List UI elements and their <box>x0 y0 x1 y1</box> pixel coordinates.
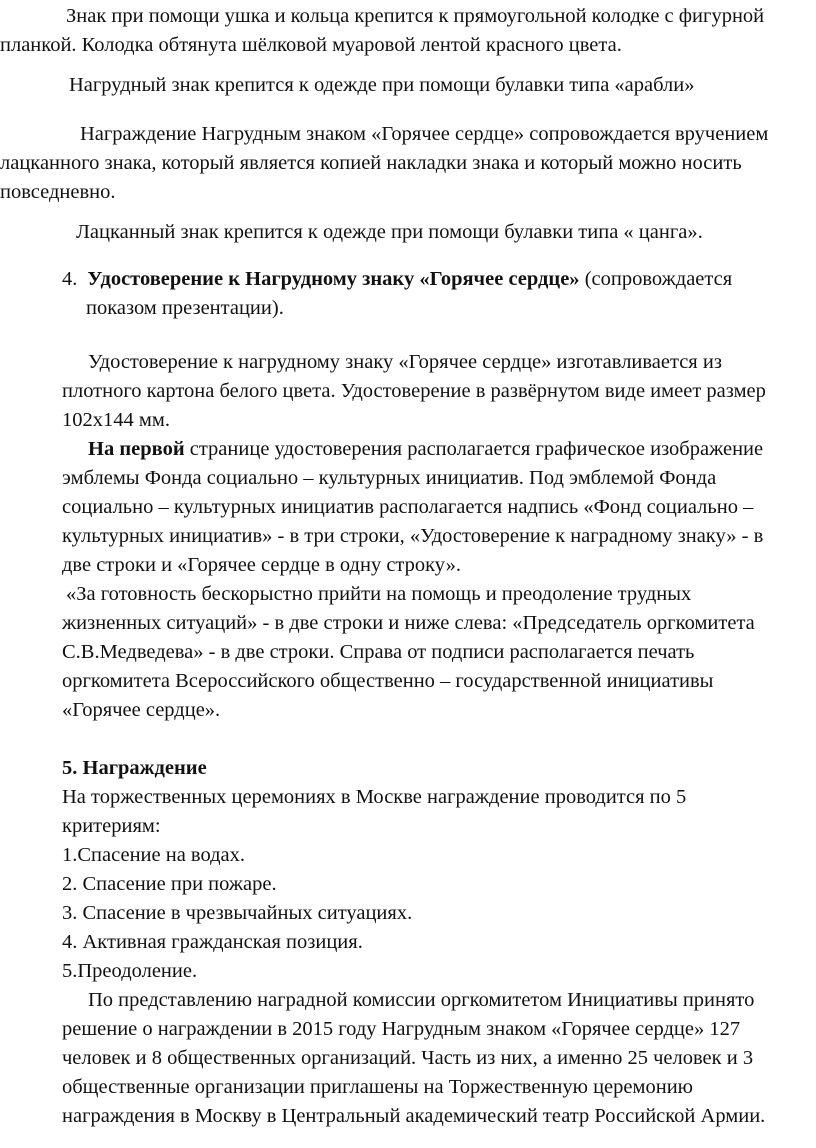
text-line: На торжественных церемониях в Москве награждение проводится по 5 <box>62 786 687 808</box>
criteria-item: 2. Спасение при пожаре. <box>62 873 277 895</box>
text-line: решение о награждении в 2015 году Нагрудным знаком «Горячее сердце» 127 <box>62 1018 741 1040</box>
section-4-paragraph-2 <box>62 435 763 580</box>
criteria-item: 3. Спасение в чрезвычайных ситуациях. <box>62 902 413 924</box>
text-line: культурных инициатив» - в три строки, «Удостоверение к наградному знаку» - в <box>62 525 764 547</box>
text-line: «За готовность бескорыстно прийти на помощь и преодоление трудных <box>66 583 692 605</box>
section-4-heading <box>62 265 732 323</box>
text-line: лацканного знака, который является копией накладки знака и который можно носить <box>0 152 742 174</box>
section-4-paragraph-3 <box>62 580 755 725</box>
text-line: 102х144 мм. <box>62 409 170 431</box>
text-line: С.В.Медведева» - в две строки. Справа от подписи располагается печать <box>62 641 695 663</box>
section-heading-line-2: показом презентации). <box>86 297 284 319</box>
text-line: жизненных ситуаций» - в две строки и ниже слева: «Председатель оргкомитета <box>62 612 755 634</box>
criteria-item: 4. Активная гражданская позиция. <box>62 931 363 953</box>
text-line: По представлению наградной комиссии оргкомитетом Инициативы принято <box>88 989 755 1011</box>
text-line: награждения в Москву в Центральный академический театр Российской Армии. <box>62 1105 766 1127</box>
text-line: человек и 8 общественных организаций. Часть из них, а именно 25 человек и 3 <box>62 1047 754 1069</box>
text-line: критериям: <box>62 815 161 837</box>
criteria-item: 1.Спасение на водах. <box>62 844 246 866</box>
text-line: «Горячее сердце». <box>62 699 221 721</box>
section-heading-line <box>62 265 732 294</box>
intro-paragraph-2 <box>69 71 694 100</box>
text-line: плотного картона белого цвета. Удостоверение в развёрнутом виде имеет размер <box>62 380 766 402</box>
text-line: повседневно. <box>0 181 116 203</box>
bold-lead: На первой <box>88 438 185 460</box>
text-line: Удостоверение к нагрудному знаку «Горячее сердце» изготавливается из <box>88 351 722 373</box>
text-line: Лацканный знак крепится к одежде при помощи булавки типа « цанга». <box>76 221 703 243</box>
text-line: оргкомитета Всероссийского общественно – государственной инициативы <box>62 670 714 692</box>
section-4-paragraph-1 <box>62 348 766 435</box>
section-5 <box>62 754 765 1131</box>
section-title-bold: Удостоверение к Нагрудному знаку «Горячее сердце» <box>87 268 580 290</box>
text-line: общественные организации приглашены на Торжественную церемонию <box>62 1076 693 1098</box>
text-line: две строки и «Горячее сердце в одну строку». <box>62 554 461 576</box>
section-title-rest: (сопровождается <box>579 268 733 290</box>
text-line: эмблемы Фонда социально – культурных инициатив. Под эмблемой Фонда <box>62 467 717 489</box>
intro-paragraph-3 <box>0 120 768 207</box>
section-number: 4. <box>62 268 78 290</box>
intro-paragraph-4 <box>76 218 703 247</box>
text-line: Награждение Нагрудным знаком «Горячее сердце» сопровождается вручением <box>80 123 769 145</box>
text-line: Знак при помощи ушка и кольца крепится к прямоугольной колодке с фигурной <box>66 5 765 27</box>
text-line: Нагрудный знак крепится к одежде при помощи булавки типа «арабли» <box>69 74 695 96</box>
text-line: социально – культурных инициатив располагается надпись «Фонд социально – <box>62 496 754 518</box>
text-line: планкой. Колодка обтянута шёлковой муаровой лентой красного цвета. <box>0 34 622 56</box>
text-line <box>62 435 763 464</box>
criteria-item: 5.Преодоление. <box>62 960 198 982</box>
intro-paragraph-1 <box>0 2 764 60</box>
section-5-heading: 5. Награждение <box>62 757 207 779</box>
text-run: странице удостоверения располагается графическое изображение <box>184 438 764 460</box>
